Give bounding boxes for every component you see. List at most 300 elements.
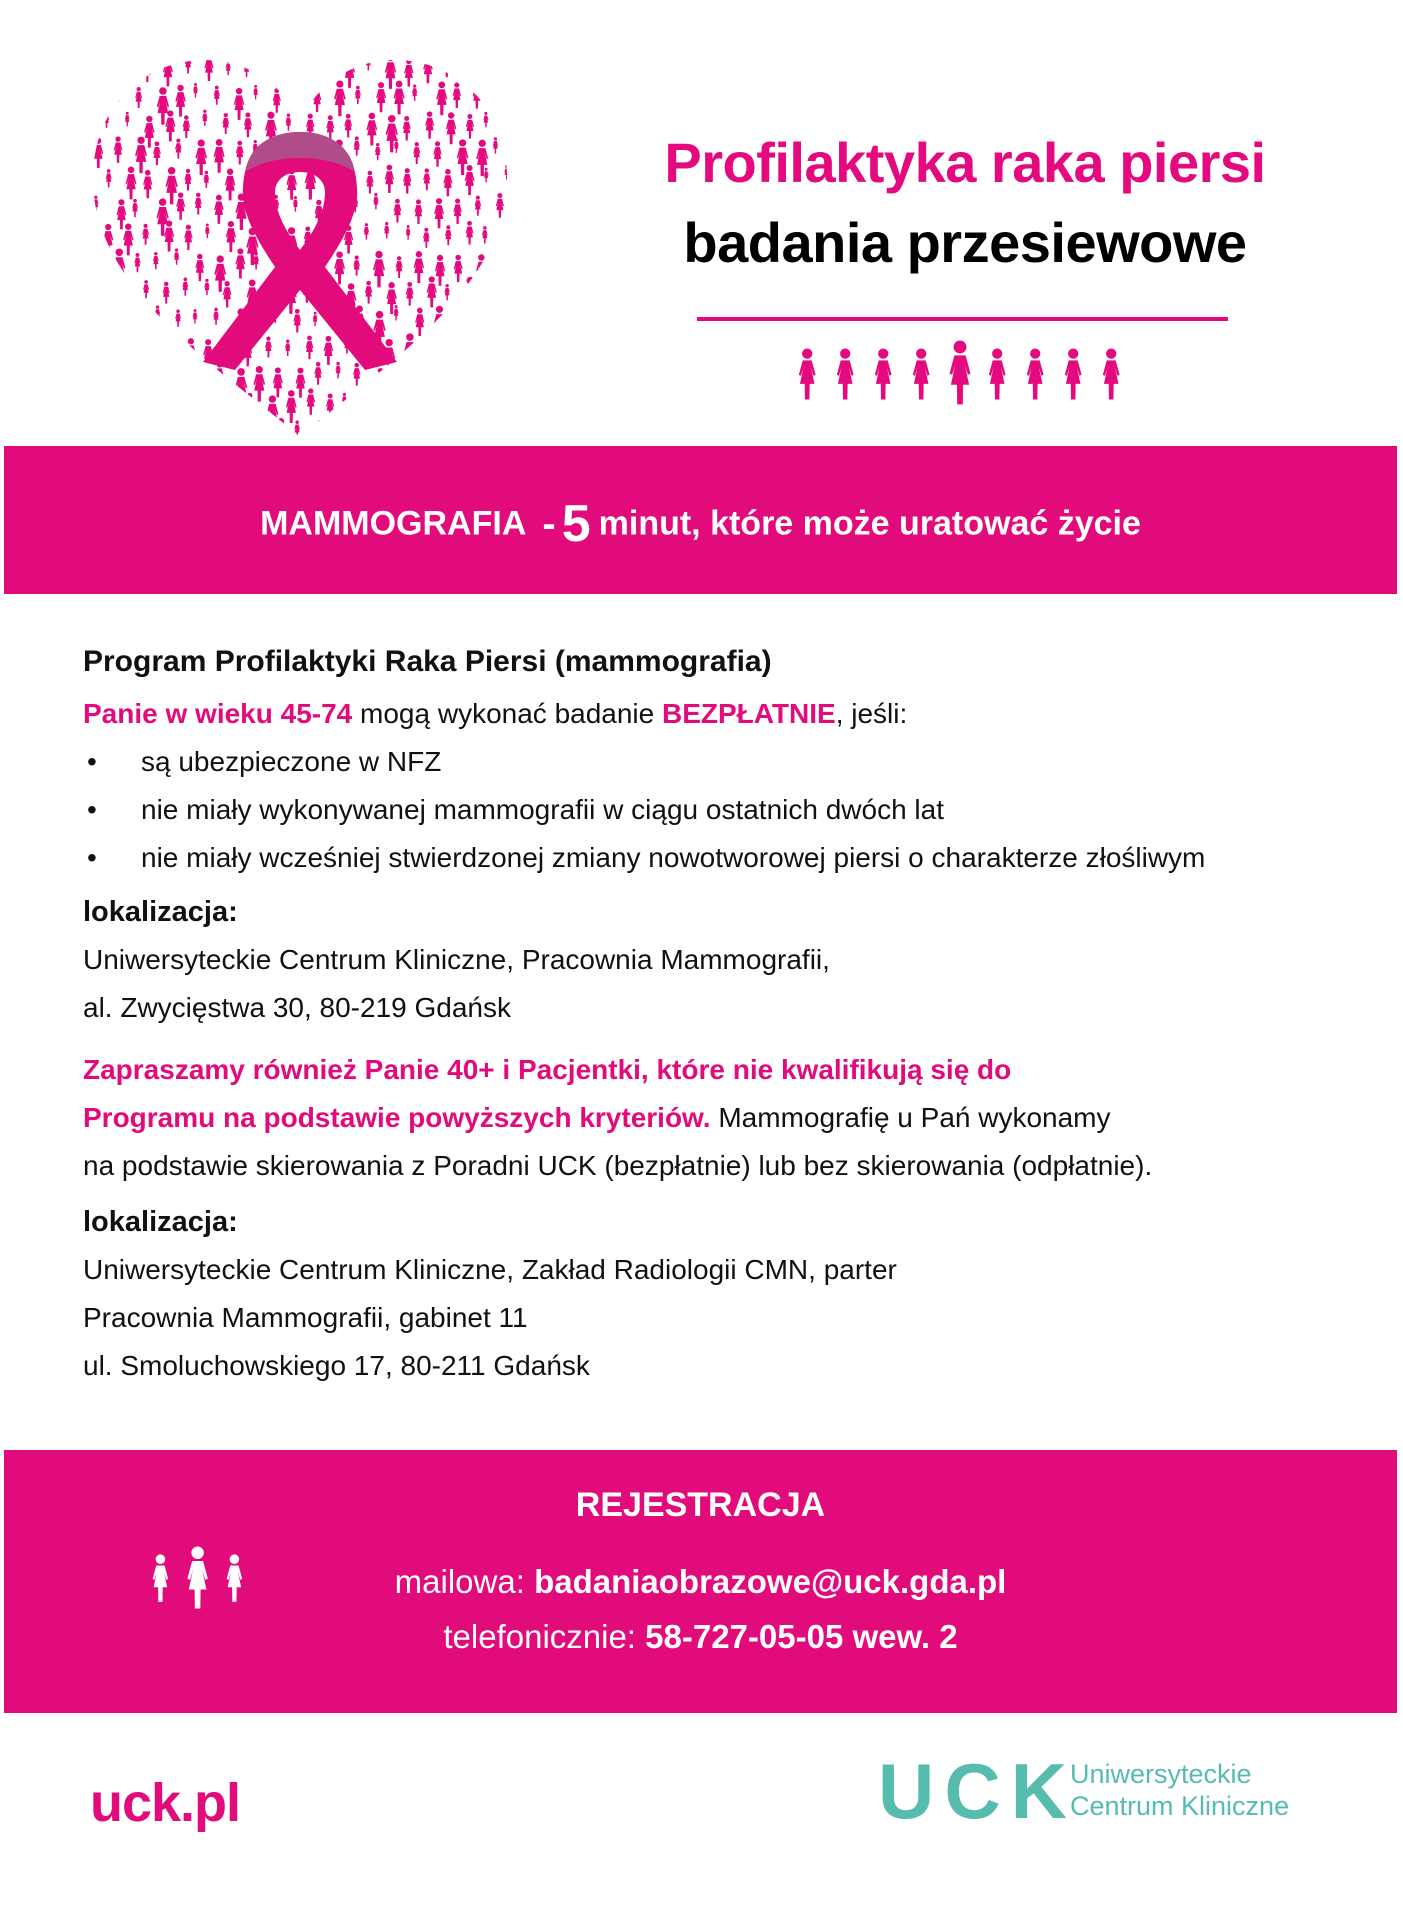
- woman-figure-icon: [466, 114, 474, 139]
- woman-figure-icon: [94, 424, 101, 444]
- criteria-item: [83, 738, 1323, 786]
- woman-figure-icon: [183, 115, 191, 138]
- women-figures-group: [85, 53, 515, 444]
- woman-figure-icon: [253, 366, 265, 402]
- woman-figure-icon: [403, 116, 411, 141]
- bullet-icon: •: [87, 746, 97, 777]
- woman-figure-icon: [163, 282, 170, 304]
- criteria-text: są ubezpieczone w NFZ: [141, 746, 442, 777]
- woman-figure-icon: [163, 337, 169, 354]
- woman-figure-icon: [385, 54, 396, 89]
- woman-figure-icon: [85, 279, 93, 305]
- woman-figure-icon: [222, 113, 229, 134]
- criteria-text: nie miały wcześniej stwierdzonej zmiany nowotworowej piersi o charakterze złośliwym: [141, 842, 1206, 873]
- woman-figure-icon: [195, 193, 202, 215]
- woman-figure-icon: [504, 59, 512, 85]
- woman-figure-icon: [476, 310, 487, 342]
- woman-figure-icon: [425, 111, 434, 138]
- woman-figure-icon: [1103, 348, 1120, 399]
- woman-figure-icon: [414, 251, 425, 283]
- website-link[interactable]: uck.pl: [90, 1773, 241, 1833]
- woman-figure-icon: [484, 168, 489, 183]
- woman-figure-icon: [446, 112, 457, 144]
- woman-figure-icon: [95, 362, 106, 394]
- woman-figure-icon: [476, 254, 487, 286]
- women-row-icon: [790, 338, 1140, 414]
- woman-figure-icon: [493, 137, 498, 153]
- woman-figure-icon: [376, 368, 385, 394]
- title-main: Profilaktyka raka piersi: [664, 131, 1266, 194]
- woman-figure-icon: [514, 194, 515, 220]
- woman-figure-icon: [353, 363, 361, 386]
- woman-figure-icon: [175, 310, 181, 327]
- woman-figure-icon: [423, 228, 430, 248]
- woman-figure-icon: [213, 308, 219, 325]
- woman-figure-icon: [355, 86, 361, 104]
- logo-line-1: Uniwersyteckie: [1070, 1759, 1252, 1789]
- woman-figure-icon: [1027, 348, 1044, 399]
- woman-figure-icon: [123, 277, 130, 297]
- woman-figure-icon: [115, 81, 122, 101]
- woman-figure-icon: [185, 53, 192, 73]
- location-line: ul. Smoluchowskiego 17, 80-211 Gdańsk: [83, 1350, 590, 1381]
- woman-figure-icon: [384, 222, 389, 238]
- woman-figure-icon: [143, 280, 149, 298]
- woman-figure-icon: [799, 348, 816, 399]
- woman-figure-icon: [165, 167, 177, 204]
- woman-figure-icon: [393, 421, 401, 444]
- woman-figure-icon: [293, 309, 301, 333]
- woman-figure-icon: [202, 110, 207, 126]
- woman-figure-icon: [415, 308, 424, 336]
- woman-figure-icon: [266, 395, 278, 431]
- bullet-icon: •: [87, 794, 97, 825]
- woman-figure-icon: [456, 361, 466, 390]
- woman-figure-icon: [396, 256, 403, 278]
- registration-phone-row: [4, 1618, 1397, 1656]
- woman-figure-icon: [324, 336, 334, 365]
- bullet-icon: •: [87, 842, 97, 873]
- woman-figure-icon: [445, 225, 452, 245]
- woman-figure-icon: [484, 56, 496, 92]
- free-badge: BEZPŁATNIE: [662, 698, 836, 729]
- woman-figure-icon: [484, 282, 495, 315]
- banner-rest: minut, które może uratować życie: [598, 504, 1141, 543]
- location-line: Uniwersyteckie Centrum Kliniczne, Zakład Radiologii CMN, parter: [83, 1254, 897, 1285]
- woman-figure-icon: [476, 365, 486, 394]
- woman-figure-icon: [503, 278, 515, 314]
- woman-figure-icon: [443, 53, 451, 78]
- woman-figure-icon: [214, 255, 226, 291]
- woman-figure-icon: [422, 391, 431, 417]
- location-label: lokalizacja:: [83, 896, 238, 928]
- woman-figure-icon: [94, 82, 102, 107]
- woman-figure-icon: [286, 113, 292, 130]
- woman-figure-icon: [465, 390, 470, 406]
- woman-figure-icon: [163, 390, 171, 415]
- woman-figure-icon: [1065, 348, 1082, 399]
- woman-figure-icon: [103, 335, 114, 367]
- woman-figure-icon: [354, 136, 360, 155]
- woman-figure-icon: [406, 282, 414, 306]
- woman-figure-icon: [135, 87, 142, 108]
- woman-figure-icon: [85, 111, 93, 140]
- woman-figure-icon: [85, 53, 93, 79]
- woman-figure-icon: [306, 336, 314, 360]
- woman-figure-icon: [505, 395, 515, 431]
- woman-figure-icon: [334, 251, 345, 284]
- program-heading: Program Profilaktyki Raka Piersi (mammografia): [83, 645, 772, 678]
- woman-figure-icon: [403, 389, 408, 405]
- woman-figure-icon: [223, 281, 232, 307]
- woman-figure-icon: [106, 169, 112, 187]
- uck-logo-text: [1070, 1758, 1289, 1822]
- woman-figure-icon: [394, 305, 399, 321]
- woman-figure-icon: [265, 336, 272, 357]
- woman-figure-icon: [204, 279, 209, 295]
- phone-label: telefonicznie:: [443, 1618, 646, 1655]
- woman-figure-icon: [135, 137, 147, 173]
- woman-figure-icon: [365, 281, 373, 304]
- banner-number: 5: [561, 495, 591, 553]
- woman-figure-icon: [495, 424, 506, 444]
- woman-figure-icon: [483, 112, 488, 128]
- woman-figure-icon: [293, 196, 298, 212]
- woman-figure-icon: [506, 110, 515, 147]
- woman-figure-icon: [463, 335, 474, 367]
- woman-figure-icon: [276, 418, 287, 444]
- woman-figure-icon: [153, 252, 159, 269]
- woman-figure-icon: [135, 310, 143, 336]
- woman-figure-icon: [115, 365, 124, 392]
- woman-figure-icon: [172, 418, 177, 434]
- woman-figure-icon: [85, 167, 90, 188]
- woman-figure-icon: [466, 221, 474, 245]
- woman-figure-icon: [204, 171, 210, 188]
- banner-dash: -: [542, 501, 556, 546]
- mammography-banner: [4, 446, 1397, 594]
- woman-figure-icon: [142, 224, 149, 245]
- woman-figure-icon: [333, 420, 341, 443]
- registration-banner: [4, 1450, 1397, 1713]
- woman-figure-icon: [165, 110, 175, 141]
- woman-figure-icon: [373, 251, 385, 287]
- woman-figure-icon: [496, 193, 504, 218]
- woman-figure-icon: [253, 85, 258, 100]
- woman-figure-icon: [413, 364, 420, 384]
- woman-figure-icon: [93, 305, 104, 338]
- criteria-item: [83, 834, 1323, 882]
- phone-link[interactable]: 58-727-05-05 wew. 2: [645, 1618, 958, 1655]
- woman-figure-icon: [214, 139, 225, 173]
- woman-figure-icon: [134, 253, 140, 272]
- woman-figure-icon: [143, 170, 152, 198]
- woman-figure-icon: [464, 277, 476, 314]
- woman-figure-icon: [376, 82, 386, 112]
- title-divider: [697, 317, 1228, 321]
- location-line: Uniwersyteckie Centrum Kliniczne, Pracownia Mammografii,: [83, 944, 830, 975]
- woman-figure-icon: [93, 138, 103, 168]
- woman-figure-icon: [124, 339, 133, 367]
- woman-figure-icon: [314, 362, 322, 385]
- woman-figure-icon: [105, 389, 116, 424]
- woman-figure-icon: [286, 390, 297, 423]
- woman-figure-icon: [435, 362, 445, 392]
- woman-figure-icon: [116, 421, 124, 444]
- woman-figure-icon: [244, 60, 250, 77]
- woman-figure-icon: [103, 224, 113, 255]
- woman-figure-icon: [174, 248, 179, 264]
- woman-figure-icon: [436, 81, 447, 115]
- woman-figure-icon: [485, 337, 492, 358]
- woman-figure-icon: [495, 306, 500, 322]
- woman-figure-icon: [104, 111, 109, 127]
- woman-figure-icon: [184, 225, 192, 251]
- woman-figure-icon: [335, 362, 340, 378]
- woman-figure-icon: [296, 368, 306, 398]
- woman-figure-icon: [444, 284, 449, 300]
- woman-figure-icon: [435, 255, 445, 286]
- woman-figure-icon: [427, 276, 437, 307]
- woman-figure-icon: [454, 311, 463, 337]
- woman-figure-icon: [144, 116, 155, 148]
- woman-figure-icon: [244, 113, 252, 138]
- woman-figure-icon: [176, 192, 185, 219]
- woman-figure-icon: [485, 394, 497, 431]
- woman-figure-icon: [404, 333, 416, 370]
- woman-figure-icon: [443, 395, 453, 426]
- woman-figure-icon: [354, 423, 359, 438]
- invite-text: na podstawie skierowania z Poradni UCK (bezpłatnie) lub bez skierowania (odpłatnie).: [83, 1150, 1153, 1181]
- woman-figure-icon: [86, 222, 97, 255]
- woman-figure-icon: [86, 334, 96, 364]
- woman-figure-icon: [453, 416, 460, 437]
- woman-figure-icon: [144, 395, 155, 429]
- woman-figure-icon: [366, 54, 371, 70]
- woman-figure-icon: [316, 420, 325, 444]
- banner-word: MAMMOGRAFIA: [260, 504, 527, 543]
- uck-logo-mark: UCK: [878, 1747, 1077, 1835]
- criteria-item: [83, 786, 1323, 834]
- woman-figure-icon: [913, 348, 930, 399]
- woman-figure-icon: [375, 143, 381, 160]
- woman-figure-icon: [186, 393, 194, 418]
- woman-figure-icon: [475, 196, 482, 216]
- location-line: al. Zwycięstwa 30, 80-219 Gdańsk: [83, 992, 511, 1023]
- woman-figure-icon: [506, 220, 515, 255]
- invite-text: Mammografię u Pań wykonamy: [710, 1102, 1111, 1133]
- woman-figure-icon: [114, 136, 123, 162]
- logo-line-2: Centrum Kliniczne: [1070, 1791, 1290, 1821]
- woman-figure-icon: [154, 422, 166, 444]
- woman-figure-icon: [373, 193, 378, 209]
- age-range: Panie w wieku 45-74: [83, 698, 353, 729]
- woman-figure-icon: [296, 85, 304, 110]
- woman-figure-icon: [366, 113, 377, 146]
- woman-figure-icon: [837, 348, 854, 399]
- invite-line: [83, 1094, 1323, 1142]
- woman-figure-icon: [875, 348, 892, 399]
- email-label: mailowa:: [394, 1563, 535, 1600]
- uck-logo: [878, 1747, 1318, 1835]
- woman-figure-icon: [366, 171, 374, 194]
- woman-figure-icon: [394, 81, 405, 115]
- woman-figure-icon: [116, 311, 127, 345]
- woman-figure-icon: [436, 417, 443, 437]
- woman-figure-icon: [184, 169, 191, 191]
- woman-figure-icon: [344, 55, 355, 88]
- woman-figure-icon: [257, 417, 269, 444]
- woman-figure-icon: [195, 362, 207, 398]
- woman-figure-icon: [989, 348, 1006, 399]
- woman-figure-icon: [236, 141, 244, 165]
- woman-figure-icon: [313, 87, 321, 113]
- woman-figure-icon: [344, 114, 352, 138]
- woman-figure-icon: [93, 196, 98, 212]
- woman-figure-icon: [155, 361, 162, 381]
- woman-figure-icon: [423, 54, 433, 83]
- woman-figure-icon: [364, 223, 369, 239]
- location-line: Pracownia Mammografii, gabinet 11: [83, 1302, 528, 1333]
- intro-text: mogą wykonać badanie: [352, 698, 662, 729]
- woman-figure-icon: [273, 367, 283, 397]
- registration-title: REJESTRACJA: [575, 1486, 826, 1524]
- woman-figure-icon: [204, 54, 213, 81]
- woman-figure-icon: [465, 165, 475, 195]
- woman-figure-icon: [193, 309, 198, 324]
- woman-figure-icon: [133, 363, 140, 383]
- invite-highlight: Programu na podstawie powyższych kryteriów.: [83, 1102, 711, 1133]
- woman-figure-icon: [353, 256, 360, 276]
- woman-figure-icon: [495, 249, 505, 279]
- woman-figure-icon: [457, 139, 469, 175]
- woman-figure-icon: [214, 86, 220, 105]
- email-link[interactable]: badaniaobrazowe@uck.gda.pl: [534, 1563, 1007, 1600]
- woman-figure-icon: [226, 221, 236, 252]
- criteria-text: nie miały wykonywanej mammografii w ciągu ostatnich dwóch lat: [141, 794, 945, 825]
- woman-figure-icon: [454, 255, 463, 282]
- woman-figure-icon: [444, 340, 452, 366]
- woman-figure-icon: [85, 396, 95, 428]
- woman-figure-icon: [133, 417, 144, 444]
- woman-figure-icon: [474, 423, 484, 444]
- woman-figure-icon: [482, 226, 488, 243]
- woman-figure-icon: [494, 361, 499, 376]
- woman-figure-icon: [164, 221, 174, 252]
- woman-figure-icon: [513, 80, 515, 97]
- woman-figure-icon: [326, 393, 334, 418]
- woman-figure-icon: [414, 199, 422, 224]
- woman-figure-icon: [453, 198, 461, 224]
- woman-figure-icon: [103, 278, 109, 295]
- woman-figure-icon: [132, 199, 138, 217]
- woman-figure-icon: [226, 60, 231, 76]
- woman-figure-icon: [173, 362, 178, 377]
- woman-figure-icon: [104, 56, 111, 76]
- woman-figure-icon: [385, 165, 394, 193]
- woman-figure-icon: [223, 395, 228, 410]
- woman-figure-icon: [443, 169, 452, 196]
- woman-figure-icon: [205, 391, 211, 408]
- woman-figure-icon: [155, 305, 160, 321]
- woman-figure-icon: [376, 417, 388, 444]
- woman-figure-icon: [403, 168, 411, 194]
- woman-figure-icon: [294, 420, 300, 437]
- woman-figure-icon: [195, 139, 207, 175]
- woman-figure-icon: [144, 333, 153, 360]
- woman-figure-icon: [235, 422, 242, 442]
- woman-figure-icon: [175, 139, 182, 159]
- woman-figure-icon: [453, 82, 461, 108]
- woman-figure-icon: [196, 422, 207, 444]
- woman-figure-icon: [433, 141, 441, 167]
- woman-figure-icon: [186, 338, 196, 369]
- woman-figure-icon: [412, 84, 417, 100]
- woman-figure-icon: [246, 393, 254, 419]
- woman-figure-icon: [225, 168, 236, 200]
- invite-highlight: Zapraszamy również Panie 40+ i Pacjentki, które nie kwalifikują się do: [83, 1054, 1012, 1085]
- woman-figure-icon: [434, 306, 446, 342]
- woman-figure-icon: [404, 58, 413, 86]
- woman-figure-icon: [504, 333, 512, 359]
- woman-figure-icon: [123, 223, 134, 255]
- woman-figure-icon: [324, 53, 333, 80]
- woman-figure-icon: [126, 166, 137, 199]
- woman-figure-icon: [125, 57, 130, 73]
- woman-figure-icon: [342, 393, 347, 409]
- woman-figure-icon: [394, 199, 402, 223]
- woman-figure-icon: [153, 141, 161, 165]
- woman-figure-icon: [326, 115, 334, 140]
- woman-figure-icon: [514, 423, 515, 439]
- woman-figure-icon: [182, 277, 188, 295]
- intro-end: , jeśli:: [835, 698, 908, 729]
- woman-figure-icon: [313, 312, 318, 327]
- location-label: lokalizacja:: [83, 1206, 238, 1238]
- woman-figure-icon: [234, 88, 245, 120]
- main-content: [83, 640, 1323, 1390]
- woman-figure-icon: [116, 199, 126, 229]
- woman-figure-icon: [193, 83, 198, 98]
- woman-figure-icon: [384, 396, 396, 433]
- woman-figure-icon: [306, 388, 315, 414]
- woman-figure-icon: [334, 81, 346, 117]
- woman-figure-icon: [504, 165, 509, 180]
- woman-figure-icon: [284, 54, 294, 84]
- woman-figure-icon: [125, 112, 130, 127]
- woman-figure-icon: [195, 254, 204, 281]
- woman-figure-icon: [393, 364, 398, 379]
- woman-figure-icon: [465, 57, 473, 81]
- woman-figure-icon: [113, 249, 125, 286]
- woman-figure-icon: [413, 142, 420, 164]
- woman-figure-icon: [285, 340, 290, 356]
- woman-figure-icon: [425, 332, 430, 347]
- woman-figure-icon: [406, 225, 411, 240]
- woman-figure-icon: [493, 86, 499, 105]
- woman-figure-icon: [216, 422, 224, 444]
- woman-figure-icon: [205, 224, 210, 239]
- program-intro: [83, 690, 1323, 738]
- title-subtitle: badania przesiewowe: [683, 211, 1247, 274]
- woman-figure-icon: [235, 368, 247, 405]
- registration-email-row: [4, 1563, 1397, 1601]
- woman-figure-icon: [163, 56, 173, 86]
- woman-figure-icon: [235, 248, 245, 278]
- woman-figure-icon: [175, 85, 186, 117]
- woman-figure-icon: [434, 198, 444, 228]
- woman-figure-icon: [93, 250, 98, 265]
